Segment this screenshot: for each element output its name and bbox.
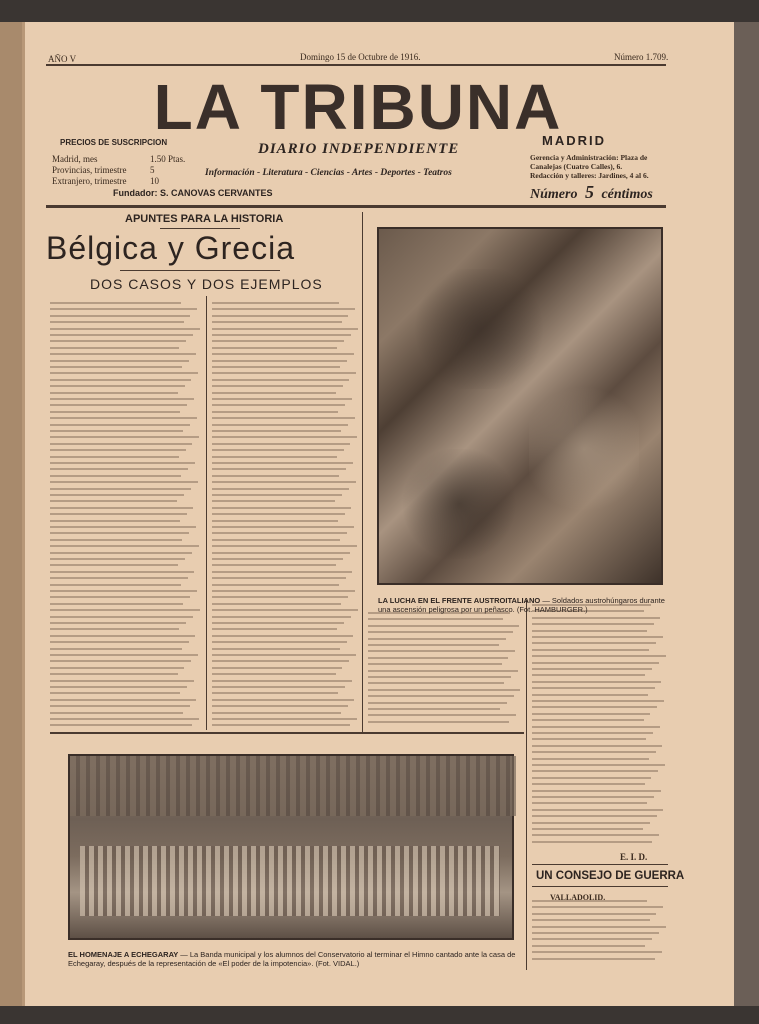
text-line: [532, 815, 657, 817]
masthead-rule: [46, 205, 666, 208]
text-line: [212, 321, 342, 323]
text-line: [212, 334, 351, 336]
text-line: [212, 481, 356, 483]
text-line: [532, 668, 652, 670]
text-line: [532, 777, 651, 779]
text-line: [212, 353, 354, 355]
text-line: [368, 631, 513, 633]
text-line: [532, 841, 652, 843]
article-title: Bélgica y Grecia: [46, 230, 295, 266]
price-value: 1.50 Ptas.: [150, 154, 186, 164]
text-line: [212, 404, 345, 406]
text-line: [50, 475, 181, 477]
admin-line: Redacción y talleres: Jardines, 4 al 6.: [530, 171, 649, 180]
text-line: [532, 713, 650, 715]
text-line: [212, 564, 336, 566]
text-line: [212, 366, 340, 368]
text-line: [532, 945, 645, 947]
text-line: [50, 724, 192, 726]
text-line: [212, 628, 337, 630]
text-line: [532, 906, 663, 908]
text-line: [50, 468, 188, 470]
text-line: [212, 635, 353, 637]
text-line: [50, 648, 182, 650]
text-line: [532, 751, 656, 753]
text-line: [532, 738, 646, 740]
text-line: [532, 662, 659, 664]
article-kicker: APUNTES PARA LA HISTORIA: [125, 213, 284, 225]
text-line: [368, 670, 518, 672]
text-line: [50, 699, 196, 701]
year-label: AÑO V: [48, 54, 77, 64]
text-line: [212, 372, 356, 374]
text-line: [212, 417, 355, 419]
text-line: [532, 674, 645, 676]
text-line: [50, 545, 199, 547]
text-line: [532, 783, 645, 785]
text-line: [368, 625, 519, 627]
text-line: [50, 590, 197, 592]
text-line: [532, 630, 647, 632]
kicker-rule: [160, 228, 240, 229]
text-line: [50, 641, 189, 643]
text-line: [212, 488, 349, 490]
text-line: [532, 617, 660, 619]
text-line: [368, 644, 499, 646]
text-line: [50, 628, 179, 630]
text-line: [532, 958, 655, 960]
text-line: [50, 705, 190, 707]
text-line: [532, 732, 653, 734]
text-line: [212, 456, 337, 458]
text-line: [368, 676, 511, 678]
text-line: [532, 919, 650, 921]
text-line: [212, 590, 355, 592]
text-line: [50, 372, 198, 374]
text-line: [50, 321, 184, 323]
text-line: [212, 347, 337, 349]
text-line: [212, 430, 341, 432]
article2-title: UN CONSEJO DE GUERRA: [536, 870, 685, 882]
text-line: [212, 545, 357, 547]
book-spine: [0, 22, 22, 1006]
text-line: [368, 689, 520, 691]
text-line: [50, 481, 198, 483]
text-line: [50, 667, 184, 669]
text-line: [50, 564, 178, 566]
section-rule: [532, 864, 668, 865]
text-line: [532, 706, 657, 708]
text-line: [532, 764, 665, 766]
text-line: [50, 692, 180, 694]
text-line: [50, 571, 194, 573]
photo2-caption-title: EL HOMENAJE A ECHEGARAY: [68, 950, 179, 959]
text-line: [532, 655, 666, 657]
admin-line: Canalejas (Cuatro Calles), 6.: [530, 162, 623, 171]
price-row: Provincias, trimestre: [52, 165, 127, 175]
price-value: 5: [584, 182, 594, 202]
text-line: [50, 404, 187, 406]
text-line: [368, 650, 515, 652]
text-line: [212, 436, 357, 438]
text-line: [368, 721, 509, 723]
text-line: [532, 932, 659, 934]
text-line: [368, 714, 516, 716]
text-line: [50, 302, 181, 304]
text-line: [532, 649, 649, 651]
text-line: [50, 680, 194, 682]
text-line: [212, 558, 343, 560]
text-line: [212, 654, 356, 656]
text-line: [50, 532, 189, 534]
text-line: [532, 802, 647, 804]
text-line: [212, 308, 355, 310]
text-line: [212, 616, 351, 618]
text-line: [50, 308, 197, 310]
text-line: [212, 692, 338, 694]
masthead-title: LA TRIBUNA: [153, 71, 563, 143]
text-line: [212, 673, 336, 675]
text-line: [50, 417, 197, 419]
text-line: [212, 577, 346, 579]
text-line: [212, 424, 348, 426]
text-line: [50, 456, 179, 458]
text-line: [50, 366, 182, 368]
text-line: [50, 718, 199, 720]
article2-lead: VALLADOLID.: [550, 893, 606, 902]
text-line: [212, 596, 348, 598]
text-line: [50, 500, 177, 502]
section-rule: [50, 732, 524, 734]
text-line: [532, 770, 658, 772]
text-line: [212, 411, 338, 413]
text-line: [532, 726, 660, 728]
text-line: [212, 328, 358, 330]
text-line: [368, 618, 503, 620]
text-line: [212, 462, 353, 464]
text-line: [212, 520, 338, 522]
text-line: [212, 705, 348, 707]
title-rule: [120, 270, 280, 271]
price-row: Madrid, mes: [52, 154, 98, 164]
text-line: [212, 571, 352, 573]
text-line: [368, 638, 506, 640]
text-line: [532, 809, 663, 811]
text-line: [532, 790, 661, 792]
text-line: [50, 635, 195, 637]
text-line: [532, 687, 655, 689]
text-line: [212, 622, 344, 624]
text-line: [50, 411, 180, 413]
text-line: [212, 385, 343, 387]
price-box: [530, 182, 653, 203]
text-line: [50, 558, 185, 560]
column-divider: [362, 212, 363, 732]
price-value: 5: [150, 165, 155, 175]
text-line: [50, 360, 189, 362]
masthead-city: MADRID: [542, 133, 606, 148]
text-line: [368, 663, 502, 665]
text-line: [50, 584, 181, 586]
text-line: [50, 347, 179, 349]
text-line: [212, 718, 357, 720]
text-line: [212, 398, 352, 400]
text-line: [50, 507, 193, 509]
text-line: [368, 682, 504, 684]
text-line: [50, 488, 191, 490]
text-line: [212, 449, 344, 451]
article-subtitle: DOS CASOS Y DOS EJEMPLOS: [90, 276, 323, 292]
text-line: [50, 449, 186, 451]
photo2-caption: [68, 950, 518, 968]
date-label: Domingo 15 de Octubre de 1916.: [300, 52, 421, 62]
text-line: [532, 834, 659, 836]
text-line: [212, 603, 341, 605]
text-line: [50, 577, 188, 579]
text-line: [50, 436, 199, 438]
text-line: [50, 686, 187, 688]
text-line: [212, 379, 349, 381]
text-line: [50, 513, 187, 515]
text-line: [50, 596, 190, 598]
text-line: [50, 654, 198, 656]
text-line: [532, 636, 663, 638]
text-line: [50, 443, 192, 445]
text-line: [212, 526, 354, 528]
text-line: [212, 641, 347, 643]
text-line: [532, 642, 656, 644]
text-line: [50, 398, 194, 400]
page-edge-shadow: [734, 22, 759, 1006]
text-line: [50, 430, 183, 432]
text-line: [50, 315, 190, 317]
text-line: [50, 552, 192, 554]
header-rule: [46, 64, 666, 66]
text-line: [532, 938, 652, 940]
text-line: [532, 694, 648, 696]
text-line: [50, 526, 196, 528]
text-line: [50, 520, 180, 522]
founder-line: Fundador: S. CANOVAS CERVANTES: [113, 188, 273, 198]
text-line: [212, 302, 339, 304]
text-line: [212, 443, 350, 445]
text-line: [212, 360, 347, 362]
text-line: [212, 584, 339, 586]
text-line: [212, 539, 340, 541]
photo-homage-echegaray: [68, 754, 514, 940]
text-line: [368, 702, 507, 704]
photo1-caption: [378, 596, 668, 614]
issue-number: Número 1.709.: [614, 52, 669, 62]
text-line: [50, 379, 191, 381]
price-unit: céntimos: [601, 187, 653, 202]
text-line: [368, 695, 514, 697]
masthead-topics: Información - Literatura - Ciencias - Artes - Deportes - Teatros: [205, 168, 452, 178]
text-line: [368, 708, 500, 710]
text-line: [212, 513, 345, 515]
price-value: 10: [150, 176, 159, 186]
photo-mountain-soldiers: [377, 227, 663, 585]
column-divider: [206, 296, 207, 730]
text-line: [212, 609, 358, 611]
text-line: [532, 719, 644, 721]
text-line: [50, 622, 186, 624]
text-line: [212, 648, 340, 650]
text-line: [50, 392, 178, 394]
text-line: [532, 828, 643, 830]
prices-heading: PRECIOS DE SUSCRIPCION: [60, 138, 168, 147]
text-line: [50, 539, 182, 541]
photo1-caption-title: LA LUCHA EN EL FRENTE AUSTROITALIANO: [378, 596, 541, 605]
text-line: [368, 657, 508, 659]
text-line: [532, 822, 650, 824]
text-line: [212, 552, 350, 554]
text-line: [532, 926, 666, 928]
admin-line: Gerencia y Administración: Plaza de: [530, 153, 648, 162]
text-line: [212, 475, 339, 477]
photo1-caption-text: — Soldados austrohúngaros durante una ascensión peligrosa por un peñasco. (Fot. HAMBURGER.): [378, 596, 665, 614]
photo2-caption-text: — La Banda municipal y los alumnos del Conservatorio al terminar el Himno cantado ante la casa de Echegaray, después de la representación de «El poder de la impotencia». (Fot. VIDAL.): [68, 950, 516, 968]
text-line: [532, 681, 661, 683]
text-line: [212, 494, 342, 496]
text-line: [212, 660, 349, 662]
text-line: [532, 796, 654, 798]
text-line: [50, 609, 200, 611]
text-line: [50, 660, 191, 662]
text-line: [50, 328, 200, 330]
text-line: [212, 315, 348, 317]
text-line: [532, 700, 664, 702]
text-line: [532, 913, 656, 915]
text-line: [50, 712, 183, 714]
text-line: [532, 623, 654, 625]
text-line: [50, 673, 178, 675]
text-line: [212, 340, 344, 342]
price-label: Número: [530, 187, 578, 202]
text-line: [50, 340, 186, 342]
text-line: [212, 724, 350, 726]
text-line: [50, 424, 190, 426]
column-divider: [526, 600, 527, 970]
text-line: [212, 468, 346, 470]
text-line: [532, 758, 649, 760]
text-line: [212, 507, 351, 509]
text-line: [50, 616, 193, 618]
text-line: [50, 353, 196, 355]
text-line: [212, 392, 336, 394]
text-line: [212, 699, 354, 701]
text-line: [212, 532, 347, 534]
text-line: [212, 500, 335, 502]
text-line: [212, 680, 352, 682]
text-line: [50, 494, 184, 496]
text-line: [50, 385, 185, 387]
text-line: [212, 667, 342, 669]
text-line: [50, 462, 195, 464]
text-line: [212, 686, 345, 688]
text-line: [532, 745, 662, 747]
text-line: [50, 334, 193, 336]
article-signature: E. I. D.: [620, 852, 648, 862]
text-line: [212, 712, 341, 714]
section-rule: [532, 886, 668, 887]
price-row: Extranjero, trimestre: [52, 176, 127, 186]
masthead-subtitle: DIARIO INDEPENDIENTE: [258, 141, 460, 157]
text-line: [532, 951, 662, 953]
text-line: [50, 603, 183, 605]
